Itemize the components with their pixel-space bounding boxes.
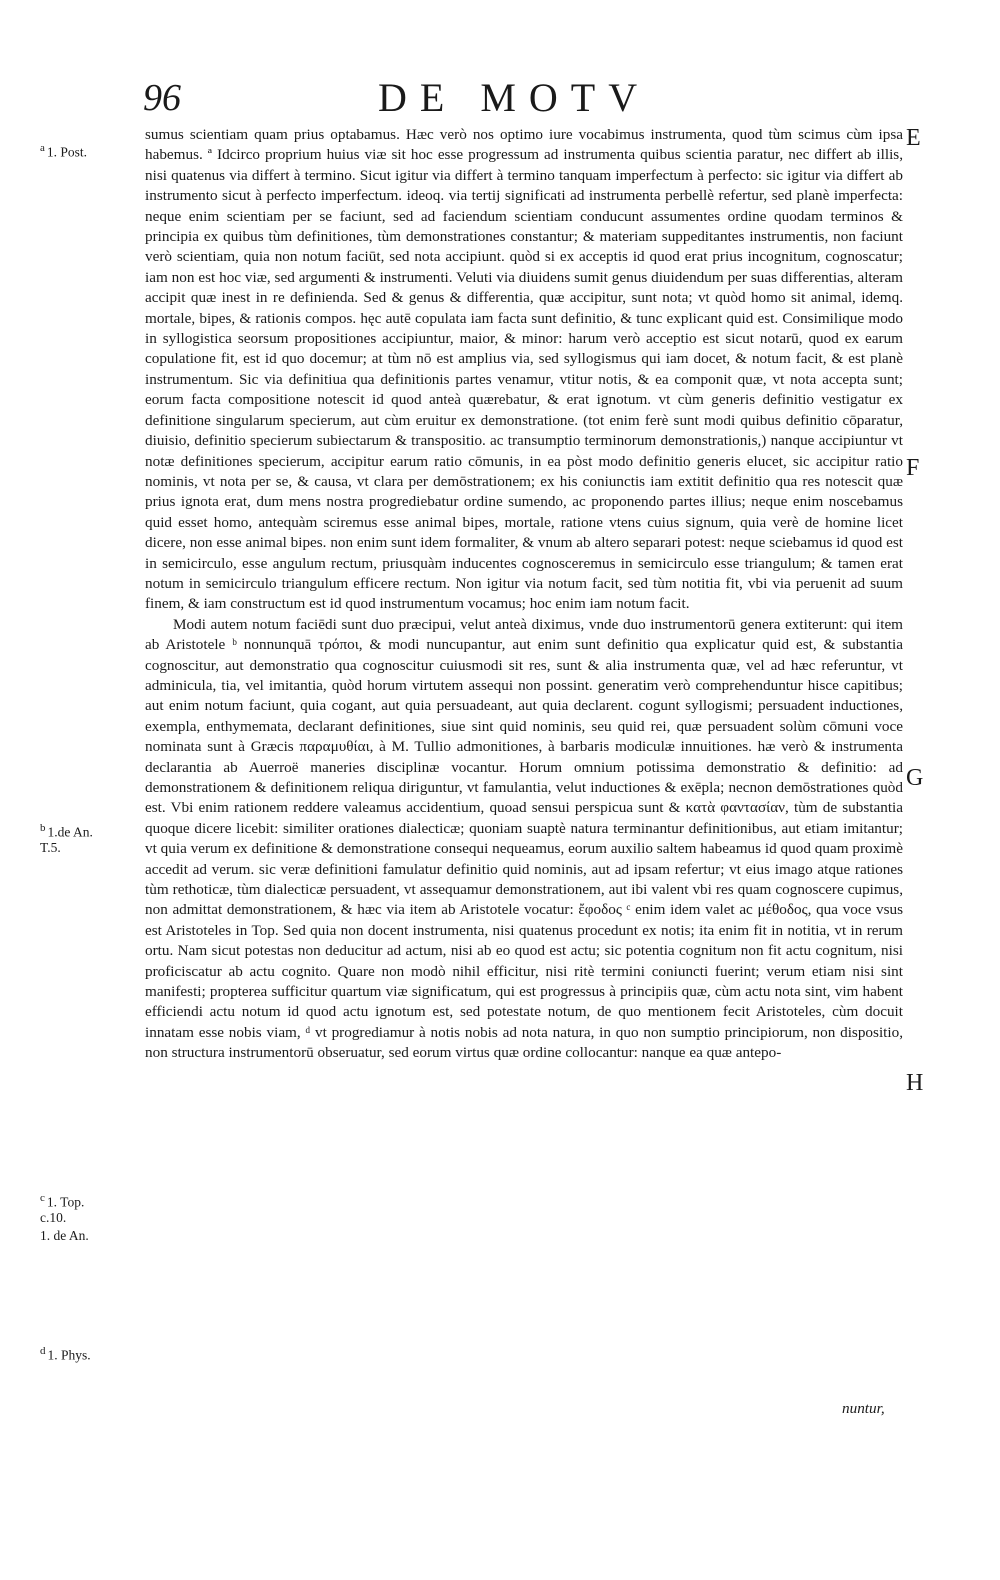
margin-note-b — [40, 820, 145, 841]
margin-note-c — [40, 1190, 145, 1211]
paragraph-1: sumus scientiam quam prius optabamus. Hæc verò nos optimo iure vocabimus instrumenta, quod tùm scimus cùm ipsa habemus. ª Idcirco proprium huius viæ sit hoc esse progressum ad instrumenta quibus scientia paratur, nec differt ab illis, nisi quatenus via differt à termino. Sicut igitur via differt à termino tanquam imperfectum à perfecto: sic igitur via differt ab instrumento sicut à perfecto imperfectum. ideoq. via tertij significati ad instrumenta perbellè refertur, sed planè imperfecta: neque enim scientiam per se faciunt, sed ad faciendum scientiam conducunt assumentes ordine quodam terminos & principia ex quibus tùm definitiones, tùm demonstrationes constantur; & materiam suppeditantes instrumentis, non faciunt verò scientiam, quia non notum faciūt, sed nota accipiunt. quòd si ex acceptis id quod erat prius incognitum, cognoscatur; iam non est hoc viæ, sed argumenti & instrumenti. Veluti via diuidens sumit genus diuidendum per suas differentias, alteram accipit quæ inest in re definienda. Sed & genus & differentia, quæ accipitur, sunt nota; vt quòd homo sit animal, idemq. mortale, bipes, & rationis compos. hęc autē copulata iam facta sunt definitio, & tunc explicant quid est. Consimilique modo in syllogistica seorsum propositiones accipiuntur, maior, & minor: harum verò acceptio est sicut notarū, quod ex earum copulatione fit, est id quo docemur; at tùm nō est amplius via, sed syllogismus qui iam docet, & notum facit, & est planè instrumentum. Sic via definitiua qua definitionis partes venamur, vtitur notis, & ea componit quæ, vt nota accepta sunt; eorum facta compositione notescit id quod anteà quærebatur, & erat ignotum. vt cùm generis definitio vestigatur ex definitione singularum specierum, aut cùm eruitur ex demonstratione. (tot enim ferè sunt modi quibus definitio cōparatur, diuisio, definitio specierum subiectarum & transpositio. ac transumptio terminorum demonstrationis,) nanque accipiuntur vt notæ definitiones specierum, accipitur earum ratio cōmunis, in ea pòst modo definitio generis elucet, sic accipitur ratio nominis, vt nota per se, & causa, vt clara per demōstrationem; ex his coniunctis iam extitit definitio qua res notescit quæ prius ignota erat, dum mens nostra progrediebatur ordine sumendo, ac proponendo partes illius; neque enim noscebamus quid esset homo, antequàm sciremus esse animal bipes, mortale, ratione vtens cuius signum, quia verè de homine licet dicere, non esse animal bipes. non enim sunt idem formaliter, & vnum ab altero separari potest: neque sciebamus id quod est in semicirculo, esse angulum rectum, priusquàm inducentes cognosceremus in semicirculo esse triangulum; & tamen erat notum in semicirculo triangulum efficere rectum. Non igitur via notum facit, sed tùm notitia fit, vbi via peruenit ad suum finem, & iam constructum est id quod instrumentum vocamus; hoc enim iam notum facit. — [145, 126, 903, 613]
margin-note-b-sub — [40, 840, 145, 857]
margin-note-d — [40, 1343, 145, 1364]
note-text: 1. Post. — [46, 144, 88, 160]
note-mark: a — [40, 142, 45, 154]
body-text — [145, 125, 903, 1064]
paragraph-2: Modi autem notum faciēdi sunt duo præcipui, velut anteà diximus, vnde duo instrumentorū genera extiterunt: qui item ab Aristotele ᵇ nonnunquā τρόποι, & modi nuncupantur, aut enim sunt definitio qua explicatur quid est, & substantia cognoscitur, aut demonstratio qua cognoscitur cuiusmodi sit res, sunt & alia instrumenta quæ, vel ad hæc referuntur, vt adminicula, tia, vel imitantia, quòd horum virtutem assequi non possint. generatim verò comprehenduntur hisce capitibus; aut enim notum faciunt, quia cogant, aut quia persuadeant, aut quia declarent. cogunt syllogismi; persuadent inductiones, exempla, enthymemata, declarant definitiones, siue sint quid nominis, seu quid rei, quæ persuadent solùm cōmuni voce nominata sunt à Græcis παραμυθίαι, à M. Tullio admonitiones, à barbaris modiculæ innuitiones. hæ verò & instrumenta declarantia ab Auerroë maneries disciplinæ vocantur. Horum omnium potissima demonstratio & definitio: ad demonstrationem & definitionem reliqua diriguntur, vt famulantia, velut inductiones & exēpla; necnon demōstrationes quòd est. Vbi enim rationem reddere valeamus accidentium, quoad sensui perspicua sunt & κατὰ φαντασίαν, tùm de substantia quoque dicere licebit: similiter orationes dialecticæ; quoniam suaptè natura terminantur definitionibus, aut etiam imitantur; vt quia verum ex definitione & demonstratione consequi nequeamus, eorum auxilio saltem habeamus id quod quam proximè accedit ad verum. sic veræ definitioni famulatur definitio quid nominis, aut ad ipsam refertur; vt eius imago atque rationes tùm rethoticæ, tùm dialecticæ persuadent, vt assequamur demonstrationem, aut ibi valent vbi res quam cognoscere cupimus, non admittat demonstrationem, & hæc via item ab Aristotele vocatur: ἔφοδος ᶜ enim idem valet ac μέθοδος, qua voce vsus est Aristoteles in Top. Sed quia non docent instrumenta, nisi quatenus procedunt ex notis; ita enim fit in notitia, vt in rerum ortu. Nam sicut potestas non deducitur ad actum, nisi ab eo quod est actu; sic potentia cognitum non fit actu cognitum, nisi proficiscatur ab actu cognito. Quare non modò nihil efficitur, nisi ritè termini coniuncti fuerint; verum etiam nisi sint manifesti; propterea sufficitur quartum viæ significatum, qui est progressus à principiis quæ, cùm actu nota sint, vim habent efficiendi actu notum id quod actu ignotum est, sed potestate notum, de quo mentionem fecit Aristoteles, cùm docuit innatam esse nobis viam, ᵈ vt progrediamur à notis nobis ad nota natura, in quo non sumptio principiorum, non dispositio, non structura instrumentorū obseruatur, sed eorum virtus quæ ordine collocantur: nanque ea quæ antepo- — [145, 615, 903, 1062]
note-mark: d — [40, 1345, 46, 1357]
running-title: DE MOTV — [378, 75, 651, 120]
note-mark: b — [40, 822, 46, 834]
margin-note-a — [40, 140, 145, 161]
margin-note-c-sub2 — [40, 1228, 145, 1245]
section-letter-e: E — [906, 125, 921, 151]
note-text: 1. Top. — [46, 1194, 85, 1210]
note-text: c.10. — [40, 1210, 67, 1225]
note-text: 1.de An. — [47, 824, 93, 840]
note-mark: c — [40, 1192, 45, 1204]
note-text: 1. Phys. — [47, 1347, 91, 1363]
page-number: 96 — [143, 77, 181, 119]
section-letter-f: F — [906, 455, 920, 481]
note-text: T.5. — [40, 840, 61, 855]
margin-note-c-sub1 — [40, 1210, 145, 1227]
catchword: nuntur, — [842, 1400, 885, 1417]
section-letter-g: G — [906, 765, 924, 791]
section-letter-h: H — [906, 1070, 924, 1096]
note-text: 1. de An. — [40, 1228, 89, 1243]
